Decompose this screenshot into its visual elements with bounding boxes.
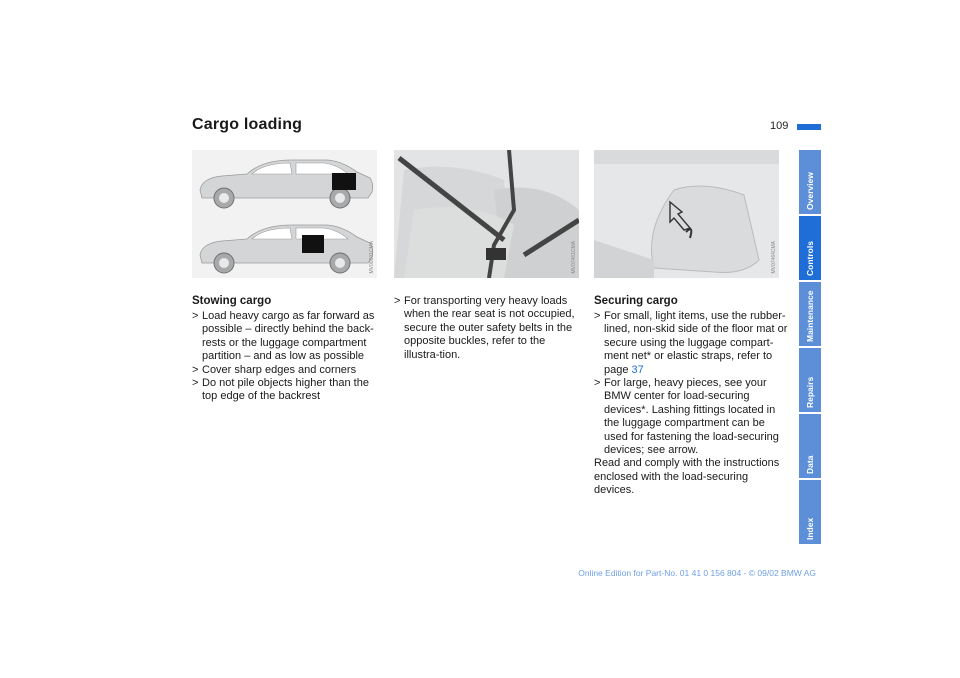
securing-heading: Securing cargo — [594, 295, 678, 307]
figure-code: MV00601CMA — [369, 241, 375, 274]
list-item: > Load heavy cargo as far forward as possible – directly behind the back-rests or the luggage compartment partition – and as low as possible — [192, 310, 375, 363]
bullet-marker: > — [192, 310, 199, 322]
figure-car-cargo-positions — [192, 150, 377, 278]
page-number-bar — [797, 124, 821, 130]
tab-index[interactable]: Index — [799, 480, 821, 544]
bullet-marker: > — [394, 295, 401, 307]
figure-rear-seat-belts — [394, 150, 579, 278]
list-item: > Do not pile objects higher than the top edge of the backrest — [192, 377, 369, 403]
page-title: Cargo loading — [192, 116, 303, 133]
figure-lashing-fitting — [594, 150, 779, 278]
bullet-marker: > — [192, 363, 199, 376]
stowing-continued — [394, 295, 580, 362]
closing-paragraph: Read and comply with the instructions enclosed with the load-securing devices. — [594, 457, 780, 497]
footer-edition: Online Edition for Part-No. 01 41 0 156 804 - © 09/02 BMW AG — [578, 568, 816, 578]
list-item: > For small, light items, use the rubber-lined, non-skid side of the floor mat or secure using the luggage compart-ment net* or elastic straps, refer to page 37 — [594, 310, 788, 376]
list-item: > For large, heavy pieces, see your BMW center for load-securing devices*. Lashing fittings located in the luggage compartment can be used for fastening the load-securing devices; see arrow. — [594, 377, 779, 457]
car-illustration — [192, 150, 377, 278]
tab-maintenance[interactable]: Maintenance — [799, 282, 821, 346]
figure-code: MV07464CMA — [771, 241, 777, 274]
tab-repairs[interactable]: Repairs — [799, 348, 821, 412]
stowing-section — [192, 295, 378, 404]
bullet-marker: > — [192, 377, 199, 390]
list-item: > Cover sharp edges and corners — [192, 363, 357, 376]
tab-overview[interactable]: Overview — [799, 150, 821, 214]
page-link[interactable]: 37 — [631, 363, 644, 376]
seat-belt-illustration — [394, 150, 579, 278]
lashing-illustration — [594, 150, 779, 278]
securing-section — [594, 295, 788, 498]
stowing-heading: Stowing cargo — [192, 295, 272, 307]
tab-data[interactable]: Data — [799, 414, 821, 478]
figure-code: MV07461CMA — [571, 241, 577, 274]
list-item: > For transporting very heavy loads when the rear seat is not occupied, secure the outer safety belts in the opposite buckles, refer to the illustra-tion. — [394, 295, 575, 361]
bullet-marker: > — [594, 377, 601, 390]
bullet-marker: > — [594, 310, 601, 322]
page-number: 109 — [770, 120, 789, 132]
tab-controls[interactable]: Controls — [799, 216, 821, 280]
